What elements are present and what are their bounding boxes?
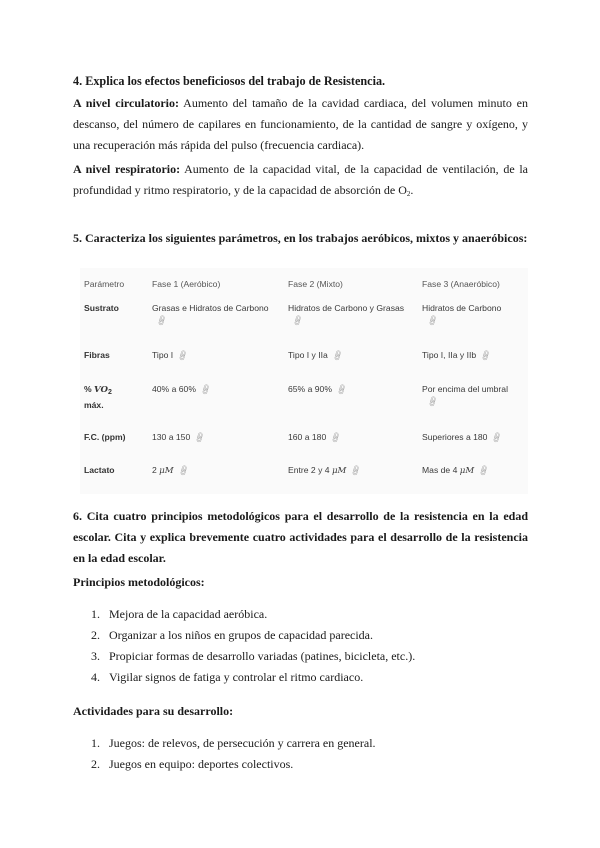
th-fase2: Fase 2 (Mixto) xyxy=(288,279,343,289)
list-item: 3. Propiciar formas de desarrollo variadas (patines, bicicleta, etc.). xyxy=(91,649,416,663)
list-item: 1. Juegos: de relevos, de persecución y carrera en general. xyxy=(91,736,376,750)
link-icon[interactable]: 🔗︎ xyxy=(176,349,190,363)
principles-title: Principios metodológicos: xyxy=(73,575,205,589)
cell-fibras-fase1: Tipo I 🔗︎ xyxy=(152,349,190,363)
link-icon[interactable]: 🔗︎ xyxy=(426,395,440,409)
link-icon[interactable]: 🔗︎ xyxy=(199,383,213,397)
th-fase1: Fase 1 (Aeróbico) xyxy=(152,279,221,289)
row-label-vo2max: % $VO_2$ máx. xyxy=(84,384,112,410)
cell-lactato-fase2: Entre 2 y 4 μM 🔗︎ xyxy=(288,464,363,478)
q4-heading: 4. Explica los efectos beneficiosos del trabajo de Resistencia. xyxy=(73,74,386,88)
q6-heading: 6. Cita cuatro principios metodológicos para el desarrollo de la resistencia en la edad escolar. Cita y explica brevemente cuatro actividades para el desarrollo de la resistencia en la edad escolar. xyxy=(73,509,528,565)
link-icon[interactable]: 🔗︎ xyxy=(477,464,491,478)
list-item: 2. Organizar a los niños en grupos de capacidad parecida. xyxy=(91,628,374,642)
th-fase3: Fase 3 (Anaeróbico) xyxy=(422,279,500,289)
cell-fc-fase2: 160 a 180 🔗︎ xyxy=(288,431,343,445)
q4-respiratory-paragraph: A nivel respiratorio: Aumento de la capacidad vital, de la capacidad de ventilación, de la profundidad y ritmo respiratorio, y de la capacidad de absorción de $O_2$. xyxy=(73,162,529,198)
cell-fc-fase1: 130 a 150 🔗︎ xyxy=(152,431,207,445)
o2-subscript: 2 xyxy=(406,190,411,198)
list-item: 2. Juegos en equipo: deportes colectivos. xyxy=(91,757,294,771)
link-icon[interactable]: 🔗︎ xyxy=(155,314,169,328)
respiratory-text: Aumento de la capacidad vital, de la capacidad de ventilación, de la profundidad y ritmo respiratorio, y de la capacidad de absorción de O xyxy=(73,162,529,197)
link-icon[interactable]: 🔗︎ xyxy=(349,464,363,478)
link-icon[interactable]: 🔗︎ xyxy=(479,349,493,363)
cell-vo2-fase3: Por encima del umbral 🔗︎ xyxy=(422,384,508,409)
q4-circulatory-paragraph xyxy=(73,93,528,156)
cell-fibras-fase3: Tipo I, IIa y IIb 🔗︎ xyxy=(422,349,493,363)
respiratory-label: A nivel respiratorio: xyxy=(73,162,181,176)
activities-list xyxy=(91,733,376,775)
cell-lactato-fase3: Mas de 4 μM 🔗︎ xyxy=(422,464,491,478)
activities-title: Actividades para su desarrollo: xyxy=(73,704,234,718)
principles-list xyxy=(91,604,415,688)
row-label-lactato: Lactato xyxy=(84,465,115,475)
link-icon[interactable]: 🔗︎ xyxy=(176,464,191,478)
cell-sustrato-fase2: Hidratos de Carbono y Grasas🔗︎ xyxy=(288,303,405,328)
cell-vo2-fase2: 65% a 90% 🔗︎ xyxy=(288,383,349,397)
link-icon[interactable]: 🔗︎ xyxy=(330,349,345,363)
link-icon[interactable]: 🔗︎ xyxy=(193,431,207,445)
link-icon[interactable]: 🔗︎ xyxy=(335,383,349,397)
list-item: 4. Vigilar signos de fatiga y controlar el ritmo cardiaco. xyxy=(91,670,364,684)
circulatory-label: A nivel circulatorio: xyxy=(73,96,180,110)
q5-heading: 5. Caracteriza los siguientes parámetros, en los trabajos aeróbicos, mixtos y anaeróbicos: xyxy=(73,231,528,245)
cell-fibras-fase2: Tipo I y IIa 🔗︎ xyxy=(288,349,345,363)
link-icon[interactable]: 🔗︎ xyxy=(426,314,440,328)
row-label-fc: F.C. (ppm) xyxy=(84,432,126,442)
cell-vo2-fase1: 40% a 60% 🔗︎ xyxy=(152,383,213,397)
phases-table xyxy=(80,268,528,494)
circulatory-text: Aumento del tamaño de la cavidad cardiaca, del volumen minuto en descanso, del número de capilares en funcionamiento, de la cantidad de sangre y oxígeno, y una recuperación más rápida del pulso (frecuencia cardiaca). xyxy=(73,96,528,152)
cell-lactato-fase1: 2 μM 🔗︎ xyxy=(152,464,191,478)
row-label-fibras: Fibras xyxy=(84,350,110,360)
cell-sustrato-fase3: Hidratos de Carbono 🔗︎ xyxy=(422,303,502,328)
list-item: 1. Mejora de la capacidad aeróbica. xyxy=(91,607,268,621)
cell-fc-fase3: Superiores a 180 🔗︎ xyxy=(422,431,504,445)
row-label-sustrato: Sustrato xyxy=(84,303,119,313)
link-icon[interactable]: 🔗︎ xyxy=(291,314,305,328)
th-parametro: Parámetro xyxy=(84,279,125,289)
link-icon[interactable]: 🔗︎ xyxy=(329,431,343,445)
cell-sustrato-fase1: Grasas e Hidratos de Carbono🔗︎ xyxy=(152,303,269,328)
link-icon[interactable]: 🔗︎ xyxy=(490,431,504,445)
